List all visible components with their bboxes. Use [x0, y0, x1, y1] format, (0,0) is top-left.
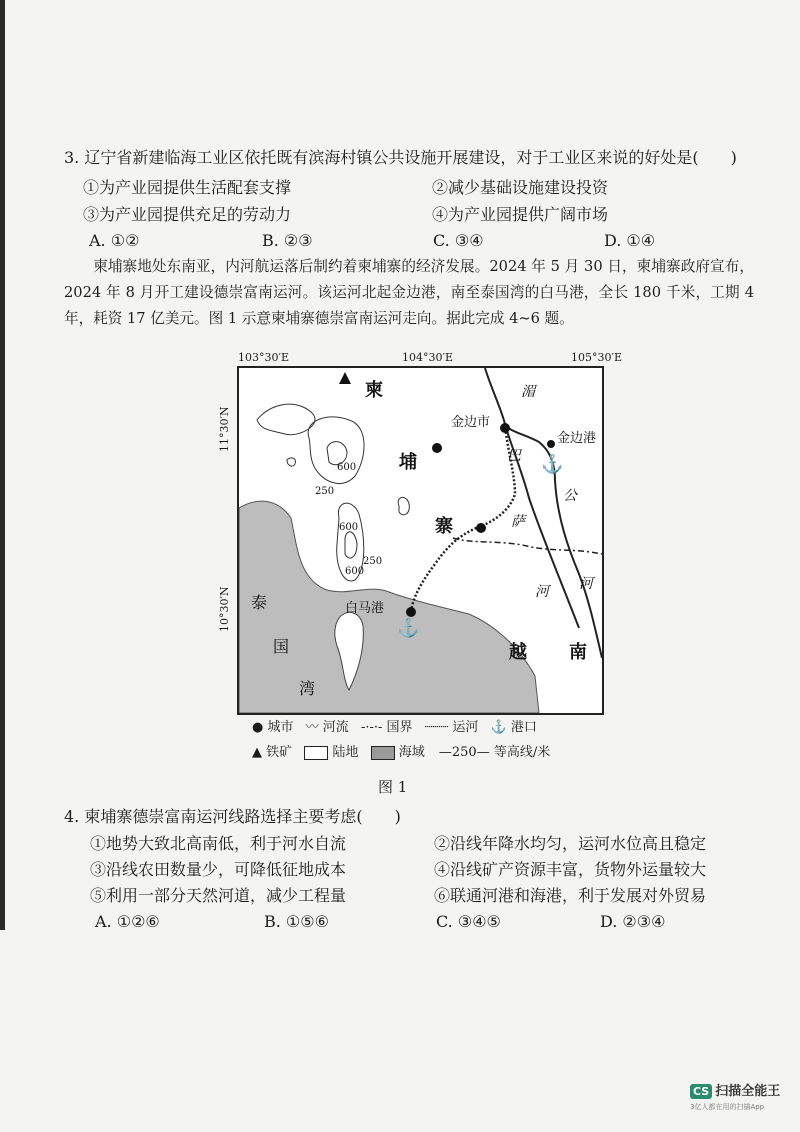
- legend-river: 河流: [322, 720, 349, 735]
- label-nan: 南: [569, 642, 587, 663]
- contour-label: 250: [315, 486, 335, 497]
- contour-line: [398, 497, 409, 514]
- legend-port: 港口: [510, 720, 537, 735]
- label-jian: 柬: [365, 380, 383, 401]
- legend-contour-symbol: —250—: [438, 745, 490, 760]
- label-he-2: 河: [579, 576, 593, 592]
- iron-mine-icon: [339, 372, 351, 384]
- q4-choice-a: A. ①②⑥: [95, 912, 160, 931]
- legend-iron: 铁矿: [266, 745, 293, 760]
- legend-contour: 等高线/米: [493, 745, 551, 760]
- figure-caption: 图 1: [378, 778, 408, 796]
- q3-choice-a: A. ①②: [89, 231, 140, 250]
- label-pu: 埔: [399, 452, 417, 473]
- label-sa: 萨: [511, 514, 525, 530]
- label-ba: 巴: [507, 448, 521, 464]
- q4-option-5: ⑤利用一部分天然河道，减少工程量: [90, 886, 347, 905]
- anchor-legend-icon: ⚓: [490, 720, 507, 735]
- river-legend-icon: 〰: [305, 720, 319, 735]
- q3-option-2: ②减少基础设施建设投资: [432, 178, 609, 197]
- material-paragraph: 柬埔寨地处东南亚，内河航运落后制约着柬埔寨的经济发展。2024 年 5 月 30 日，柬埔寨政府宣布，2024 年 8 月开工建设德崇富南运河。该运河北起金边港，南至泰国湾的白马港，全长 180 千米，工期 4 年，耗资 17 亿美元。图 1 示意柬埔寨德崇富南运河走向。据此完成 4~6 题。: [64, 258, 754, 327]
- q4-choice-b: B. ①⑤⑥: [264, 912, 329, 931]
- sea-legend-icon: [371, 746, 395, 760]
- city-phnom-penh: [500, 423, 510, 433]
- label-phnom-penh: 金边市: [451, 415, 491, 430]
- lon-label-2: 104°30′E: [402, 351, 454, 364]
- label-kampot-port: 白马港: [345, 601, 385, 616]
- national-border: [453, 538, 602, 554]
- anchor-icon-kampot: ⚓: [397, 618, 420, 639]
- q4-option-3: ③沿线农田数量少，可降低征地成本: [90, 860, 347, 879]
- legend-land: 陆地: [332, 745, 359, 760]
- legend-sea: 海域: [398, 745, 425, 760]
- anchor-icon-phnom-penh: ⚓: [541, 454, 564, 475]
- legend-city: 城市: [267, 720, 294, 735]
- q4-choice-d: D. ②③④: [600, 912, 666, 931]
- contour-line: [308, 417, 364, 484]
- lat-label-2: 10°30′N: [218, 586, 231, 632]
- lon-label-3: 105°30′E: [571, 351, 623, 364]
- canal: [411, 424, 515, 612]
- city-legend-icon: ●: [252, 720, 264, 735]
- contour-label: 600: [345, 566, 365, 577]
- label-wan: 湾: [299, 679, 316, 698]
- q3-choice-d: D. ①④: [604, 231, 656, 250]
- legend-border: 国界: [386, 720, 413, 735]
- q4-option-4: ④沿线矿产资源丰富，货物外运量较大: [434, 860, 707, 879]
- legend-canal: 运河: [452, 720, 479, 735]
- label-he-1: 河: [535, 584, 549, 600]
- sea-area: [239, 501, 539, 713]
- legend-row-2: [252, 741, 550, 760]
- contour-label: 600: [339, 522, 359, 533]
- contour-line: [287, 458, 295, 466]
- lon-label-1: 103°30′E: [238, 351, 290, 364]
- city-marker: [476, 523, 486, 533]
- cs-logo-icon: CS: [690, 1084, 712, 1099]
- watermark-name: 扫描全能王: [715, 1084, 781, 1099]
- q3-choice-c: C. ③④: [433, 231, 484, 250]
- label-gong: 公: [563, 488, 577, 504]
- lat-label-1: 11°30′N: [218, 406, 231, 452]
- border-legend-icon: -·-·-: [360, 720, 383, 735]
- q3-option-3: ③为产业园提供充足的劳动力: [83, 205, 292, 224]
- legend-row-1: [252, 716, 537, 735]
- q3-option-4: ④为产业园提供广阔市场: [432, 205, 609, 224]
- label-yue: 越: [509, 642, 527, 663]
- page-edge-shadow: [0, 0, 5, 930]
- label-guo: 国: [273, 637, 290, 656]
- q4-option-6: ⑥联通河港和海港，利于发展对外贸易: [434, 886, 707, 905]
- q4-choice-c: C. ③④⑤: [436, 912, 501, 931]
- scanner-watermark: [690, 1080, 780, 1112]
- land-legend-icon: [304, 746, 328, 760]
- label-tai: 泰: [251, 593, 268, 612]
- watermark-subtitle: 3亿人都在用的扫描App: [690, 1103, 765, 1111]
- label-zhai: 寨: [435, 516, 453, 537]
- canal-map: [237, 366, 604, 715]
- map-svg: [239, 368, 602, 713]
- canal-legend-icon: ┈┈┈: [424, 720, 449, 735]
- q3-choice-b: B. ②③: [262, 231, 313, 250]
- contour-label: 250: [363, 556, 383, 567]
- city-port-marker: [547, 440, 555, 448]
- contour-label: 600: [337, 462, 357, 473]
- city-kampot: [406, 607, 416, 617]
- q4-stem: 4. 柬埔寨德崇富南运河线路选择主要考虑( ): [64, 807, 401, 826]
- iron-legend-icon: ▲: [252, 745, 262, 760]
- label-phnom-penh-port: 金边港: [557, 431, 597, 446]
- q4-option-1: ①地势大致北高南低，利于河水自流: [90, 834, 347, 853]
- q4-option-2: ②沿线年降水均匀，运河水位高且稳定: [434, 834, 707, 853]
- city-marker: [432, 443, 442, 453]
- q3-option-1: ①为产业园提供生活配套支撑: [83, 178, 292, 197]
- label-lan: 湄: [521, 384, 535, 400]
- contour-line: [257, 404, 315, 435]
- contour-line: [345, 532, 357, 558]
- q3-stem: 3. 辽宁省新建临海工业区依托既有滨海村镇公共设施开展建设，对于工业区来说的好处是( ): [64, 148, 737, 167]
